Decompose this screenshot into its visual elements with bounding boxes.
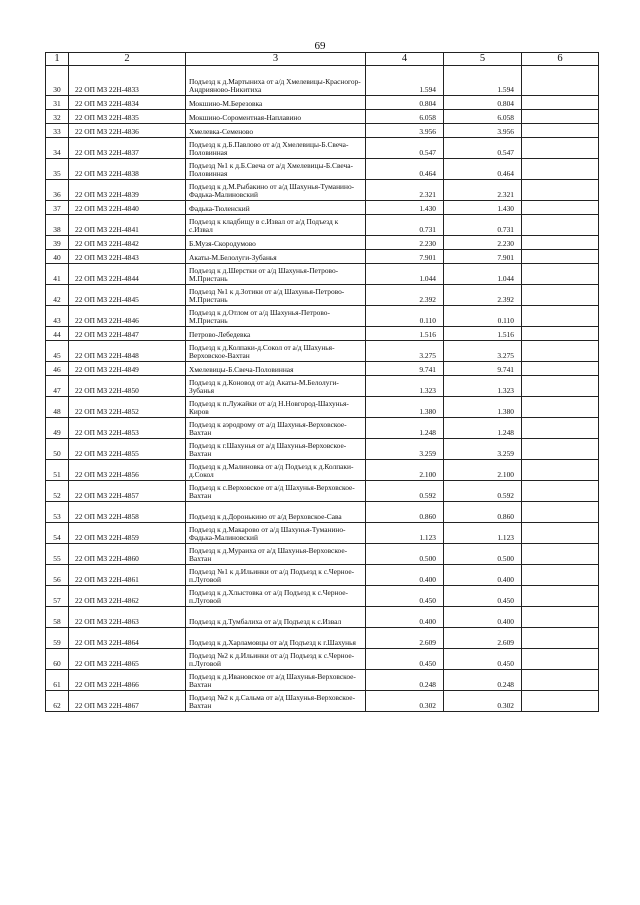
- road-code-cell: 22 ОП МЗ 22Н-4835: [69, 110, 186, 124]
- road-length-cell: 0.500: [366, 544, 444, 565]
- road-code-cell: 22 ОП МЗ 22Н-4859: [69, 523, 186, 544]
- row-number-cell: 31: [46, 96, 69, 110]
- table-row: [46, 439, 599, 460]
- road-length-total-cell: 1.380: [444, 397, 522, 418]
- row-number-cell: 59: [46, 628, 69, 649]
- road-length-total-cell: 0.110: [444, 306, 522, 327]
- table-row: [46, 306, 599, 327]
- road-note-cell: [522, 159, 599, 180]
- road-length-total-cell: 0.450: [444, 649, 522, 670]
- road-note-cell: [522, 327, 599, 341]
- road-length-cell: 0.731: [366, 215, 444, 236]
- road-note-cell: [522, 250, 599, 264]
- road-name-cell: Подъезд к кладбищу в с.Извал от а/д Подъезд к с.Извал: [186, 215, 366, 236]
- road-code-cell: 22 ОП МЗ 22Н-4853: [69, 418, 186, 439]
- road-length-cell: 1.248: [366, 418, 444, 439]
- road-note-cell: [522, 691, 599, 712]
- row-number-cell: 45: [46, 341, 69, 362]
- column-header-5: 5: [444, 53, 522, 66]
- road-code-cell: 22 ОП МЗ 22Н-4845: [69, 285, 186, 306]
- road-note-cell: [522, 341, 599, 362]
- table-row: [46, 565, 599, 586]
- road-note-cell: [522, 376, 599, 397]
- road-note-cell: [522, 180, 599, 201]
- road-note-cell: [522, 362, 599, 376]
- road-name-cell: Подъезд к с.Верховское от а/д Шахунья-Верховское-Вахтан: [186, 481, 366, 502]
- road-note-cell: [522, 523, 599, 544]
- road-code-cell: 22 ОП МЗ 22Н-4863: [69, 607, 186, 628]
- road-note-cell: [522, 460, 599, 481]
- road-length-total-cell: 0.592: [444, 481, 522, 502]
- road-note-cell: [522, 628, 599, 649]
- road-length-total-cell: 2.100: [444, 460, 522, 481]
- road-code-cell: 22 ОП МЗ 22Н-4841: [69, 215, 186, 236]
- road-length-total-cell: 0.860: [444, 502, 522, 523]
- road-name-cell: Подъезд к п.Лужайки от а/д Н.Новгород-Шахунья-Киров: [186, 397, 366, 418]
- road-note-cell: [522, 138, 599, 159]
- road-length-total-cell: 2.609: [444, 628, 522, 649]
- road-length-cell: 7.901: [366, 250, 444, 264]
- row-number-cell: 58: [46, 607, 69, 628]
- road-code-cell: 22 ОП МЗ 22Н-4858: [69, 502, 186, 523]
- road-length-cell: 1.380: [366, 397, 444, 418]
- table-row: [46, 460, 599, 481]
- road-code-cell: 22 ОП МЗ 22Н-4847: [69, 327, 186, 341]
- road-code-cell: 22 ОП МЗ 22Н-4839: [69, 180, 186, 201]
- table-row: [46, 607, 599, 628]
- road-length-total-cell: 3.956: [444, 124, 522, 138]
- road-name-cell: Подъезд к д.Отлом от а/д Шахунья-Петрово-М.Пристань: [186, 306, 366, 327]
- road-name-cell: Мокшино-Сороментная-Наплавино: [186, 110, 366, 124]
- road-length-cell: 1.430: [366, 201, 444, 215]
- row-number-cell: 34: [46, 138, 69, 159]
- table-body: [46, 66, 599, 712]
- table-row: [46, 138, 599, 159]
- roads-table: [45, 52, 599, 712]
- road-length-total-cell: 0.400: [444, 565, 522, 586]
- row-number-cell: 42: [46, 285, 69, 306]
- table-row: [46, 628, 599, 649]
- road-length-total-cell: 1.044: [444, 264, 522, 285]
- row-number-cell: 40: [46, 250, 69, 264]
- road-name-cell: Подъезд к д.Шерстки от а/д Шахунья-Петрово-М.Пристань: [186, 264, 366, 285]
- road-code-cell: 22 ОП МЗ 22Н-4843: [69, 250, 186, 264]
- column-header-2: 2: [69, 53, 186, 66]
- road-code-cell: 22 ОП МЗ 22Н-4848: [69, 341, 186, 362]
- row-number-cell: 48: [46, 397, 69, 418]
- row-number-cell: 33: [46, 124, 69, 138]
- road-length-cell: 0.110: [366, 306, 444, 327]
- road-name-cell: Подъезд к д.Макарово от а/д Шахунья-Туманино-Фадька-Малиновский: [186, 523, 366, 544]
- road-name-cell: Б.Музя-Скородумово: [186, 236, 366, 250]
- road-length-total-cell: 1.430: [444, 201, 522, 215]
- road-code-cell: 22 ОП МЗ 22Н-4865: [69, 649, 186, 670]
- table-row: [46, 397, 599, 418]
- road-code-cell: 22 ОП МЗ 22Н-4836: [69, 124, 186, 138]
- road-name-cell: Подъезд к г.Шахунья от а/д Шахунья-Верховское-Вахтан: [186, 439, 366, 460]
- table-row: [46, 96, 599, 110]
- road-length-cell: 1.516: [366, 327, 444, 341]
- road-length-total-cell: 1.594: [444, 66, 522, 96]
- road-length-cell: 0.302: [366, 691, 444, 712]
- row-number-cell: 47: [46, 376, 69, 397]
- road-name-cell: Подъезд №1 к д.Ильинки от а/д Подъезд к с.Черное-п.Луговой: [186, 565, 366, 586]
- road-name-cell: Подъезд к д.Колпаки-д.Сокол от а/д Шахунья-Верховское-Вахтан: [186, 341, 366, 362]
- table-row: [46, 201, 599, 215]
- column-header-1: 1: [46, 53, 69, 66]
- table-row: [46, 670, 599, 691]
- row-number-cell: 43: [46, 306, 69, 327]
- column-header-4: 4: [366, 53, 444, 66]
- road-length-cell: 1.044: [366, 264, 444, 285]
- road-code-cell: 22 ОП МЗ 22Н-4855: [69, 439, 186, 460]
- road-code-cell: 22 ОП МЗ 22Н-4844: [69, 264, 186, 285]
- road-length-total-cell: 7.901: [444, 250, 522, 264]
- road-code-cell: 22 ОП МЗ 22Н-4860: [69, 544, 186, 565]
- road-length-total-cell: 1.516: [444, 327, 522, 341]
- table-row: [46, 502, 599, 523]
- road-length-cell: 3.275: [366, 341, 444, 362]
- road-note-cell: [522, 607, 599, 628]
- road-code-cell: 22 ОП МЗ 22Н-4842: [69, 236, 186, 250]
- road-length-total-cell: 6.058: [444, 110, 522, 124]
- row-number-cell: 52: [46, 481, 69, 502]
- road-length-total-cell: 2.392: [444, 285, 522, 306]
- row-number-cell: 41: [46, 264, 69, 285]
- column-header-3: 3: [186, 53, 366, 66]
- road-length-cell: 9.741: [366, 362, 444, 376]
- road-name-cell: Подъезд к д.Ивановское от а/д Шахунья-Верховское-Вахтан: [186, 670, 366, 691]
- road-length-cell: 1.323: [366, 376, 444, 397]
- road-code-cell: 22 ОП МЗ 22Н-4846: [69, 306, 186, 327]
- road-note-cell: [522, 481, 599, 502]
- row-number-cell: 30: [46, 66, 69, 96]
- row-number-cell: 53: [46, 502, 69, 523]
- road-note-cell: [522, 670, 599, 691]
- road-note-cell: [522, 96, 599, 110]
- road-name-cell: Подъезд к д.Б.Павлово от а/д Хмелевицы-Б.Свеча-Половинная: [186, 138, 366, 159]
- row-number-cell: 51: [46, 460, 69, 481]
- road-note-cell: [522, 201, 599, 215]
- table-row: [46, 180, 599, 201]
- road-code-cell: 22 ОП МЗ 22Н-4840: [69, 201, 186, 215]
- road-length-cell: 6.058: [366, 110, 444, 124]
- road-length-total-cell: 0.547: [444, 138, 522, 159]
- road-length-total-cell: 3.275: [444, 341, 522, 362]
- road-length-cell: 0.450: [366, 649, 444, 670]
- table-row: [46, 649, 599, 670]
- road-name-cell: Подъезд к д.Хлыстовка от а/д Подъезд к с.Черное-п.Луговой: [186, 586, 366, 607]
- road-note-cell: [522, 306, 599, 327]
- road-name-cell: Акаты-М.Белолуги-Зубанья: [186, 250, 366, 264]
- row-number-cell: 38: [46, 215, 69, 236]
- row-number-cell: 50: [46, 439, 69, 460]
- road-length-total-cell: 1.323: [444, 376, 522, 397]
- row-number-cell: 46: [46, 362, 69, 376]
- road-code-cell: 22 ОП МЗ 22Н-4856: [69, 460, 186, 481]
- row-number-cell: 37: [46, 201, 69, 215]
- road-length-cell: 0.464: [366, 159, 444, 180]
- road-code-cell: 22 ОП МЗ 22Н-4837: [69, 138, 186, 159]
- road-length-cell: 0.248: [366, 670, 444, 691]
- table-row: [46, 124, 599, 138]
- road-length-total-cell: 0.731: [444, 215, 522, 236]
- road-note-cell: [522, 544, 599, 565]
- road-code-cell: 22 ОП МЗ 22Н-4850: [69, 376, 186, 397]
- road-code-cell: 22 ОП МЗ 22Н-4834: [69, 96, 186, 110]
- road-note-cell: [522, 586, 599, 607]
- road-note-cell: [522, 649, 599, 670]
- road-length-total-cell: 2.321: [444, 180, 522, 201]
- road-length-total-cell: 0.302: [444, 691, 522, 712]
- road-name-cell: Фадька-Тюленский: [186, 201, 366, 215]
- road-length-cell: 0.804: [366, 96, 444, 110]
- road-name-cell: Подъезд №1 к д.Зотики от а/д Шахунья-Петрово-М.Пристань: [186, 285, 366, 306]
- road-code-cell: 22 ОП МЗ 22Н-4866: [69, 670, 186, 691]
- road-length-total-cell: 2.230: [444, 236, 522, 250]
- road-note-cell: [522, 264, 599, 285]
- road-length-total-cell: 1.123: [444, 523, 522, 544]
- road-length-cell: 1.594: [366, 66, 444, 96]
- road-length-cell: 0.860: [366, 502, 444, 523]
- road-length-cell: 2.392: [366, 285, 444, 306]
- table-row: [46, 110, 599, 124]
- row-number-cell: 54: [46, 523, 69, 544]
- road-length-cell: 3.956: [366, 124, 444, 138]
- road-note-cell: [522, 397, 599, 418]
- road-name-cell: Подъезд к д.Мартыниха от а/д Хмелевицы-Красногор-Андрияново-Никитиха: [186, 66, 366, 96]
- road-length-cell: 3.259: [366, 439, 444, 460]
- table-row: [46, 523, 599, 544]
- table-row: [46, 481, 599, 502]
- road-note-cell: [522, 285, 599, 306]
- road-name-cell: Подъезд к д.Доронькино от а/д Верховское-Сава: [186, 502, 366, 523]
- table-row: [46, 264, 599, 285]
- row-number-cell: 35: [46, 159, 69, 180]
- table-row: [46, 586, 599, 607]
- road-length-cell: 0.400: [366, 565, 444, 586]
- table-row: [46, 236, 599, 250]
- road-length-cell: 0.592: [366, 481, 444, 502]
- road-name-cell: Подъезд к д.Мураиха от а/д Шахунья-Верховское-Вахтан: [186, 544, 366, 565]
- road-code-cell: 22 ОП МЗ 22Н-4867: [69, 691, 186, 712]
- road-note-cell: [522, 418, 599, 439]
- road-length-total-cell: 0.450: [444, 586, 522, 607]
- road-note-cell: [522, 124, 599, 138]
- table-row: [46, 285, 599, 306]
- road-note-cell: [522, 215, 599, 236]
- table-row: [46, 376, 599, 397]
- road-code-cell: 22 ОП МЗ 22Н-4838: [69, 159, 186, 180]
- road-code-cell: 22 ОП МЗ 22Н-4864: [69, 628, 186, 649]
- road-name-cell: Хмелевицы-Б.Свеча-Половинная: [186, 362, 366, 376]
- road-length-total-cell: 1.248: [444, 418, 522, 439]
- road-code-cell: 22 ОП МЗ 22Н-4857: [69, 481, 186, 502]
- road-length-cell: 2.609: [366, 628, 444, 649]
- road-note-cell: [522, 110, 599, 124]
- road-name-cell: Подъезд №1 к д.Б.Свеча от а/д Хмелевицы-Б.Свеча-Половинная: [186, 159, 366, 180]
- table-row: [46, 250, 599, 264]
- road-length-total-cell: 0.248: [444, 670, 522, 691]
- row-number-cell: 62: [46, 691, 69, 712]
- road-name-cell: Подъезд к д.Малиновка от а/д Подъезд к д.Колпаки-д.Сокол: [186, 460, 366, 481]
- road-note-cell: [522, 66, 599, 96]
- row-number-cell: 61: [46, 670, 69, 691]
- road-name-cell: Подъезд №2 к д.Сальма от а/д Шахунья-Верховское-Вахтан: [186, 691, 366, 712]
- table-row: [46, 691, 599, 712]
- road-length-total-cell: 0.500: [444, 544, 522, 565]
- row-number-cell: 55: [46, 544, 69, 565]
- row-number-cell: 56: [46, 565, 69, 586]
- table-row: [46, 215, 599, 236]
- road-length-cell: 2.321: [366, 180, 444, 201]
- table-row: [46, 418, 599, 439]
- page-number: 69: [314, 40, 326, 52]
- table-row: [46, 327, 599, 341]
- road-name-cell: Подъезд к аэродрому от а/д Шахунья-Верховское-Вахтан: [186, 418, 366, 439]
- road-note-cell: [522, 439, 599, 460]
- road-name-cell: Подъезд к д.Харламовцы от а/д Подъезд к г.Шахунья: [186, 628, 366, 649]
- road-length-cell: 2.100: [366, 460, 444, 481]
- table-row: [46, 362, 599, 376]
- road-length-cell: 0.450: [366, 586, 444, 607]
- road-length-cell: 1.123: [366, 523, 444, 544]
- row-number-cell: 39: [46, 236, 69, 250]
- table-row: [46, 544, 599, 565]
- road-length-total-cell: 0.464: [444, 159, 522, 180]
- table-header-row: [46, 53, 599, 66]
- table-row: [46, 66, 599, 96]
- road-length-cell: 2.230: [366, 236, 444, 250]
- road-code-cell: 22 ОП МЗ 22Н-4833: [69, 66, 186, 96]
- road-code-cell: 22 ОП МЗ 22Н-4852: [69, 397, 186, 418]
- road-name-cell: Хмелевка-Семеново: [186, 124, 366, 138]
- road-name-cell: Подъезд к д.Тумбалиха от а/д Подъезд к с.Извал: [186, 607, 366, 628]
- road-length-total-cell: 9.741: [444, 362, 522, 376]
- road-length-total-cell: 0.400: [444, 607, 522, 628]
- road-note-cell: [522, 236, 599, 250]
- row-number-cell: 32: [46, 110, 69, 124]
- road-name-cell: Подъезд №2 к д.Ильинки от а/д Подъезд к с.Черное-п.Луговой: [186, 649, 366, 670]
- road-length-cell: 0.400: [366, 607, 444, 628]
- road-name-cell: Мокшино-М.Березовка: [186, 96, 366, 110]
- row-number-cell: 44: [46, 327, 69, 341]
- road-name-cell: Подъезд к д.М.Рыбакино от а/д Шахунья-Туманино-Фадька-Малиновский: [186, 180, 366, 201]
- table-row: [46, 341, 599, 362]
- road-length-total-cell: 0.804: [444, 96, 522, 110]
- road-length-cell: 0.547: [366, 138, 444, 159]
- row-number-cell: 36: [46, 180, 69, 201]
- road-code-cell: 22 ОП МЗ 22Н-4862: [69, 586, 186, 607]
- row-number-cell: 57: [46, 586, 69, 607]
- road-name-cell: Подъезд к д.Коновод от а/д Акаты-М.Белолуги-Зубанья: [186, 376, 366, 397]
- road-note-cell: [522, 502, 599, 523]
- row-number-cell: 49: [46, 418, 69, 439]
- road-code-cell: 22 ОП МЗ 22Н-4849: [69, 362, 186, 376]
- road-name-cell: Петрово-Лебедевка: [186, 327, 366, 341]
- road-length-total-cell: 3.259: [444, 439, 522, 460]
- road-note-cell: [522, 565, 599, 586]
- table-row: [46, 159, 599, 180]
- column-header-6: 6: [522, 53, 599, 66]
- row-number-cell: 60: [46, 649, 69, 670]
- road-code-cell: 22 ОП МЗ 22Н-4861: [69, 565, 186, 586]
